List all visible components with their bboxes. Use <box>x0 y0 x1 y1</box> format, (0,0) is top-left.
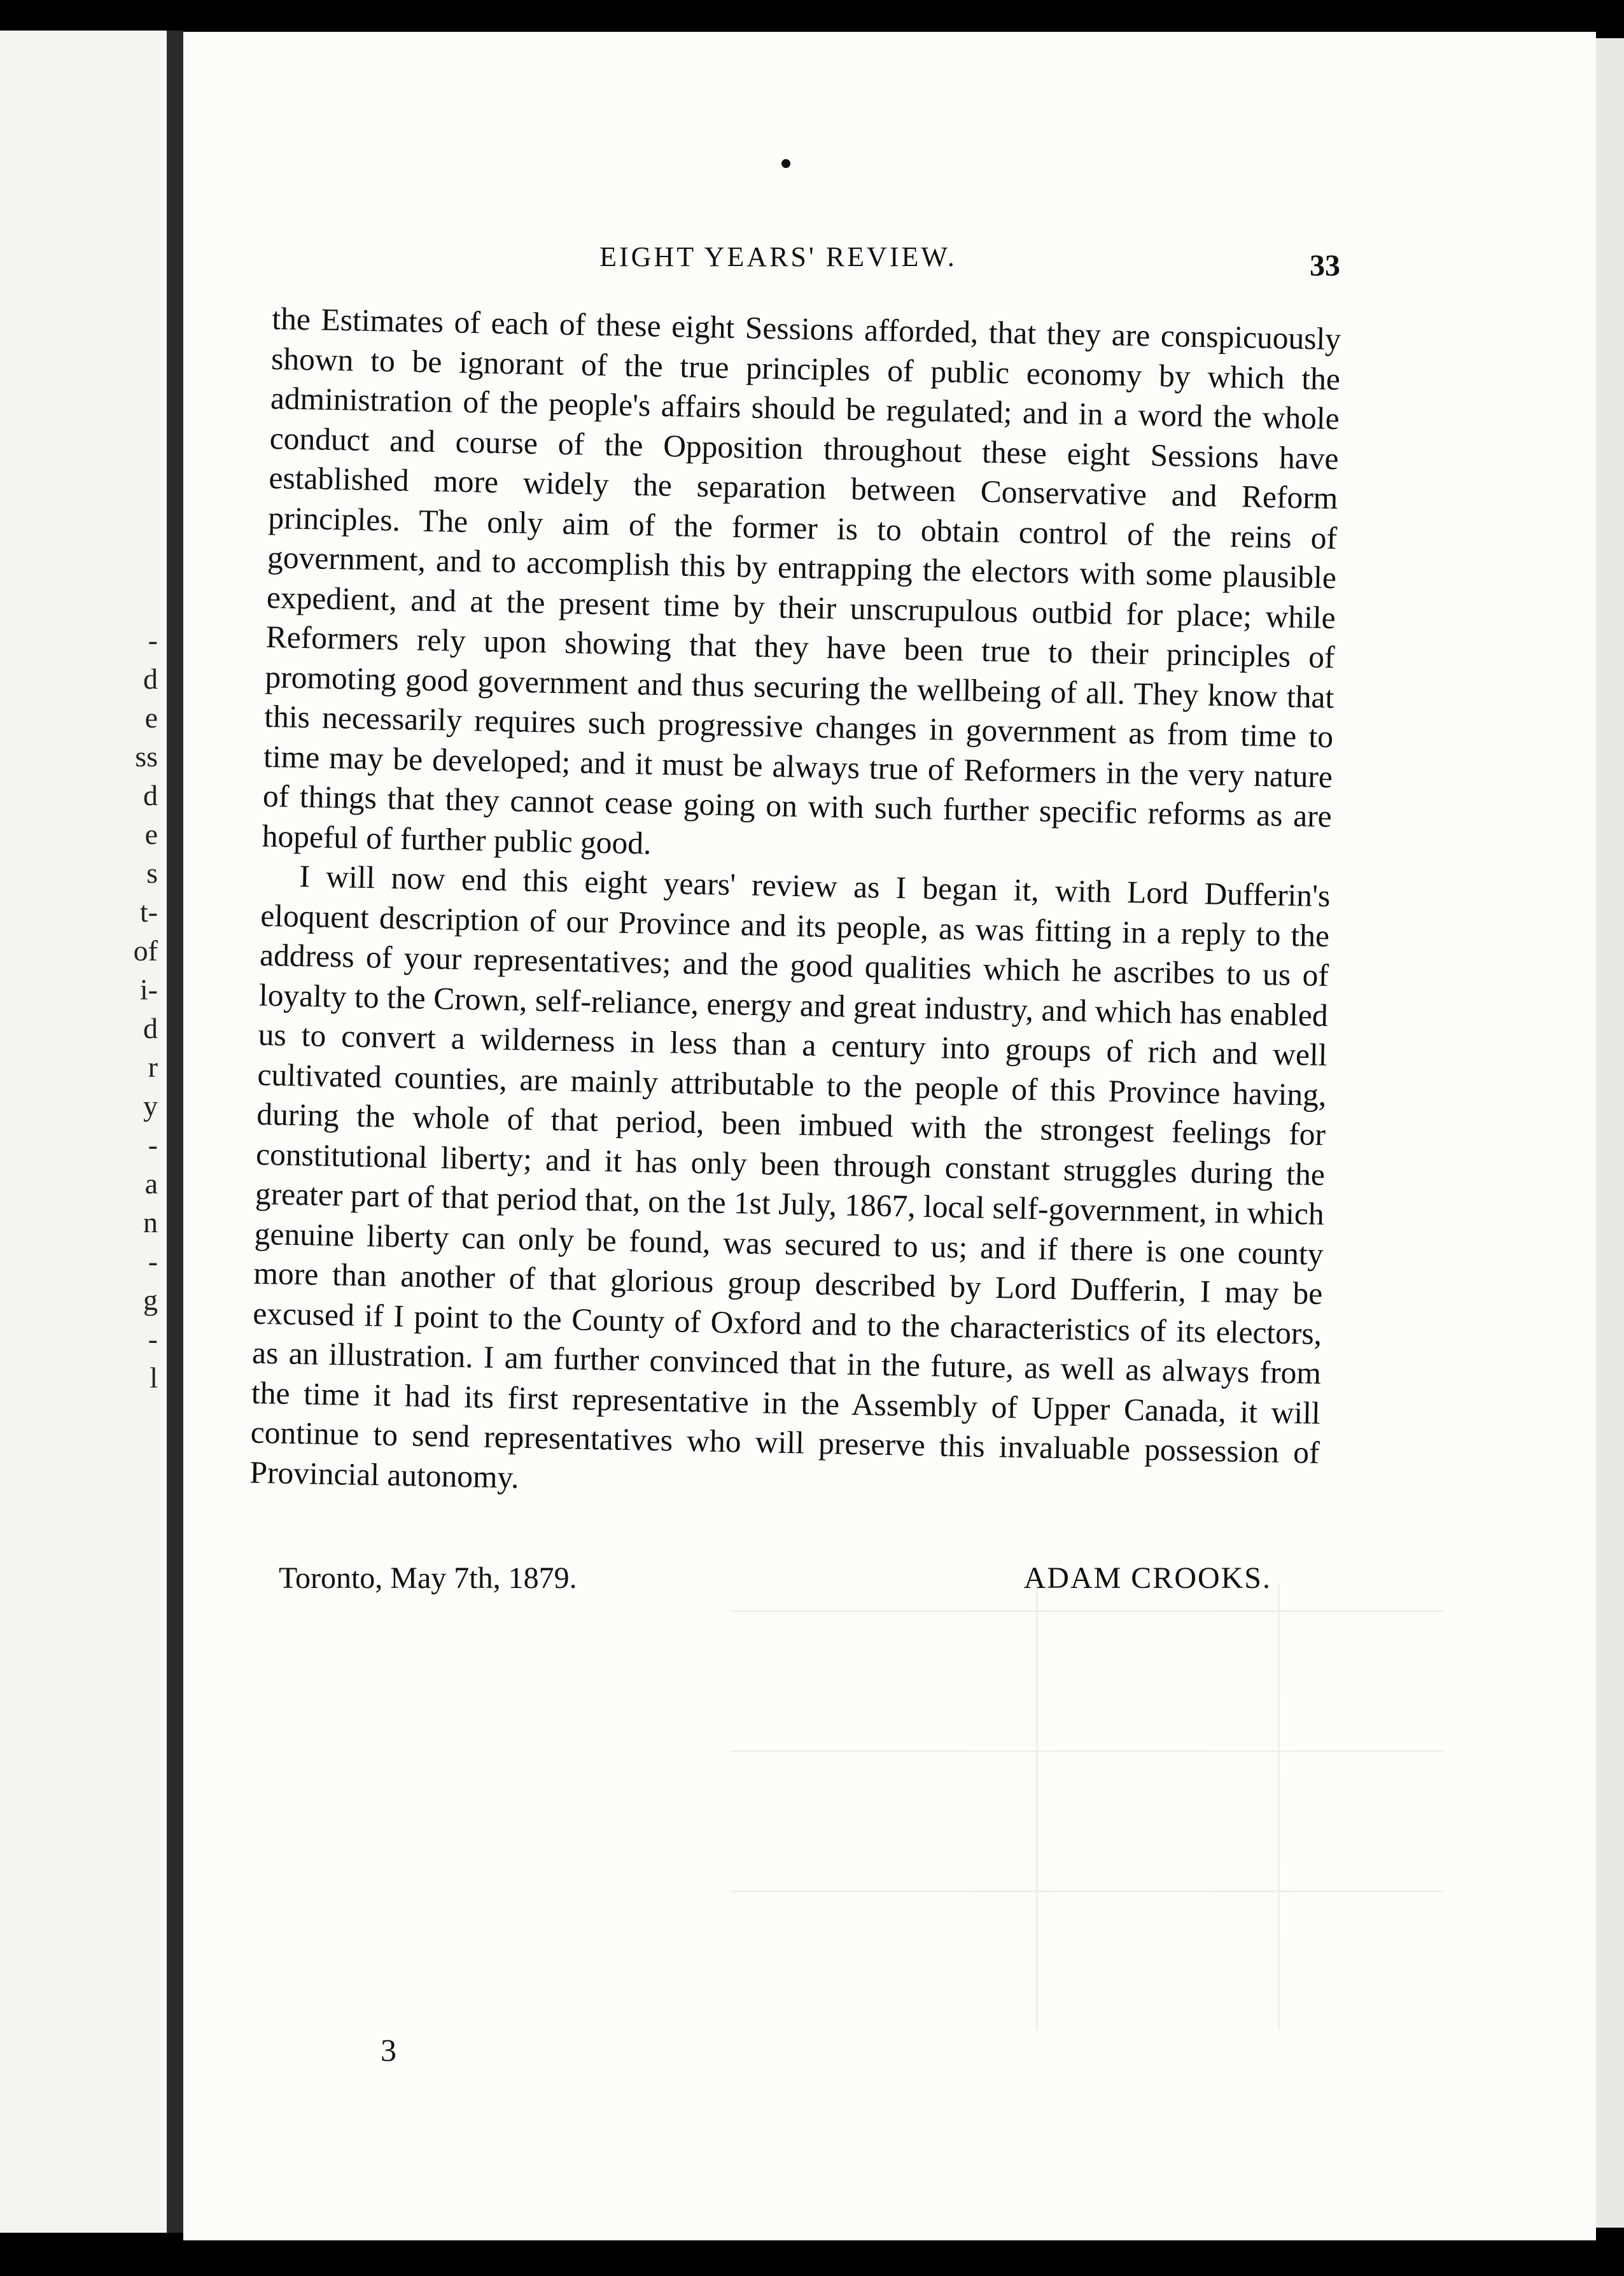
printing-dot <box>781 159 790 168</box>
signature-folio: 3 <box>381 2032 396 2068</box>
left-margin-fragment: - <box>148 1245 158 1277</box>
show-through-ghost <box>731 1585 1443 2030</box>
left-page-fragment <box>0 31 167 2233</box>
left-margin-fragment: t- <box>139 896 158 928</box>
left-margin-fragment: r <box>148 1051 158 1083</box>
left-margin-fragment: s <box>146 857 158 889</box>
left-margin-fragment: g <box>143 1284 158 1316</box>
book-page <box>183 32 1596 2240</box>
left-margin-fragment: e <box>144 818 158 850</box>
left-margin-fragment: - <box>148 1323 158 1355</box>
paragraph-2: I will now end this eight years' review as I began it, with Lord Dufferin's eloquent description of our Province and its people, as was fitting in a reply to the address of your representatives; and the good qualities which he ascribes to us of loyalty to the Crown, self-reliance, energy and great industry, and which has enabled us to convert a wilderness in less than a century into groups of rich and well cultivated counties, are mainly attributable to the people of this Province having, during the whole of that period, been imbued with the strongest feelings for constitutional liberty; and it has only been through constant struggles during the greater part of that period that, on the 1st July, 1867, local self-government, in which genuine liberty can only be found, was secured to us; and if there is one county more than another of that glorious group described by Lord Dufferin, I may be excused if I point to the County of Oxford and to the characteristics of its electors, as an illustration. I am further convinced that in the future, as well as always from the time it had its first representative in the Assembly of Upper Canada, it will continue to send representatives who will preserve this invaluable possession of Provincial autonomy. <box>249 858 1331 1495</box>
left-margin-fragment: y <box>143 1090 158 1122</box>
left-margin-fragment: l <box>150 1361 158 1394</box>
left-page-margin-text <box>0 31 167 2233</box>
left-margin-fragment: a <box>144 1167 158 1200</box>
paragraph-1: the Estimates of each of these eight Sessions afforded, that they are conspicuously shown to be ignorant of the true principles of public economy by which the administration of the people's affairs should be regulated; and in a word the whole conduct and course of the Opposition throughout these eight Sessions have established more widely the separation between Conservative and Reform principles. The only aim of the former is to obtain control of the reins of government, and to accomplish this by entrapping the electors with some plausible expedient, and at the present time by their unscrupulous outbid for place; while Reformers rely upon showing that they have been true to their principles of promoting good government and thus securing the wellbeing of all. They know that this necessarily requires such progressive changes in government as from time to time may be developed; and it must be always true of Reformers in the very nature of things that they cannot cease going on with such further specific reforms as are hopeful of further public good. <box>262 300 1341 861</box>
place-date: Toronto, May 7th, 1879. <box>279 1561 577 1595</box>
body-text <box>249 299 1341 1513</box>
running-header: EIGHT YEARS' REVIEW. <box>599 241 957 272</box>
left-margin-fragment: d <box>143 1012 158 1044</box>
left-margin-fragment: n <box>143 1206 158 1239</box>
left-margin-fragment: e <box>144 701 158 734</box>
author-signature: ADAM CROOKS. <box>1023 1561 1271 1595</box>
left-margin-fragment: d <box>143 779 158 811</box>
left-margin-fragment: i- <box>139 973 158 1006</box>
page-edge <box>1596 38 1624 2228</box>
left-margin-fragment: ss <box>135 740 158 773</box>
book-gutter <box>167 31 183 2233</box>
left-margin-fragment: - <box>148 624 158 656</box>
left-margin-fragment: of <box>133 934 158 967</box>
page-number: 33 <box>1310 249 1340 283</box>
left-margin-fragment: d <box>143 663 158 695</box>
left-margin-fragment: - <box>148 1128 158 1161</box>
